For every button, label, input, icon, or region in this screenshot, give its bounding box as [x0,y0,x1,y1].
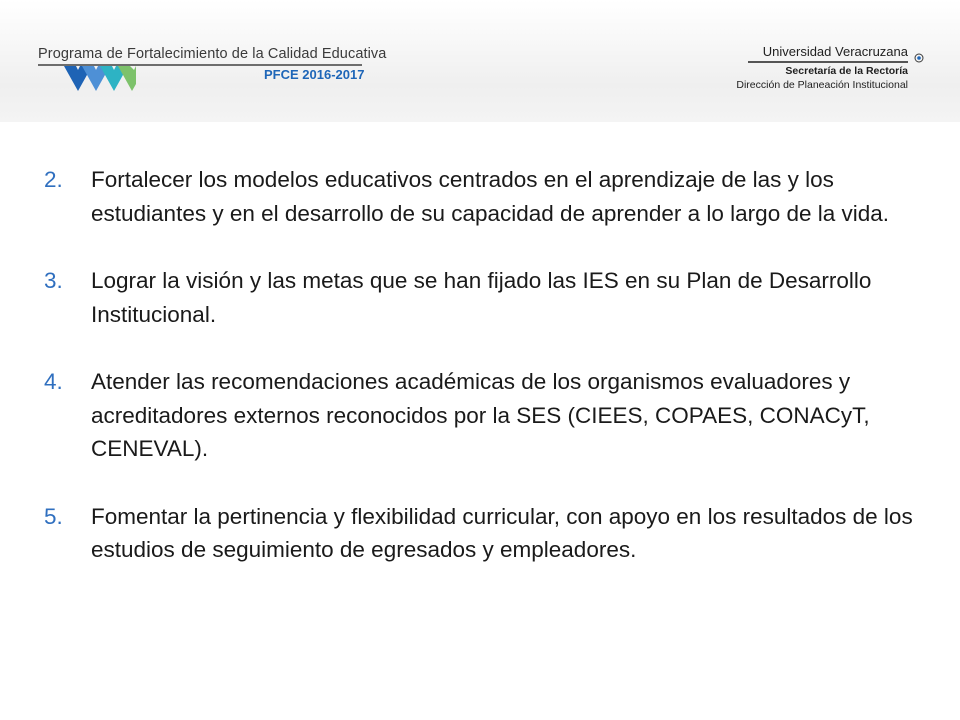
list-item-number: 2. [44,167,63,192]
list-item-number: 5. [44,503,63,529]
list-item-text: Lograr la visión y las metas que se han fijado las IES en su Plan de Desarrollo Institucional. [91,268,872,327]
list-item-text: Fomentar la pertinencia y flexibilidad curricular, con apoyo en los resultados de los estudios de seguimiento de egresados y empleadores. [91,503,913,562]
header-banner [0,0,960,122]
list-item [44,500,924,567]
program-edition: PFCE 2016-2017 [264,67,365,82]
university-divider [748,61,908,63]
university-logo-block [736,44,920,92]
list-item [44,365,924,466]
chevron-arrows-icon [36,66,136,96]
list-item-text: Fortalecer los modelos educativos centrados en el aprendizaje de las y los estudiantes y en el desarrollo de su capacidad de aprender a lo largo de la vida. [91,167,890,226]
list-item-number: 4. [44,369,63,394]
directorate-name: Dirección de Planeación Institucional [736,79,908,91]
secretariat-name: Secretaría de la Rectoría [785,65,908,77]
university-seal-icon [914,53,924,63]
list-item [44,163,924,230]
university-name: Universidad Veracruzana [762,44,908,59]
list-item [44,264,924,331]
objectives-list [44,163,924,601]
list-item-text: Atender las recomendaciones académicas de los organismos evaluadores y acreditadores externos reconocidos por la SES (CIEES, COPAES, CONACyT, CENEVAL). [91,369,870,461]
program-title: Programa de Fortalecimiento de la Calidad Educativa [38,46,387,62]
list-item-number: 3. [44,268,63,293]
